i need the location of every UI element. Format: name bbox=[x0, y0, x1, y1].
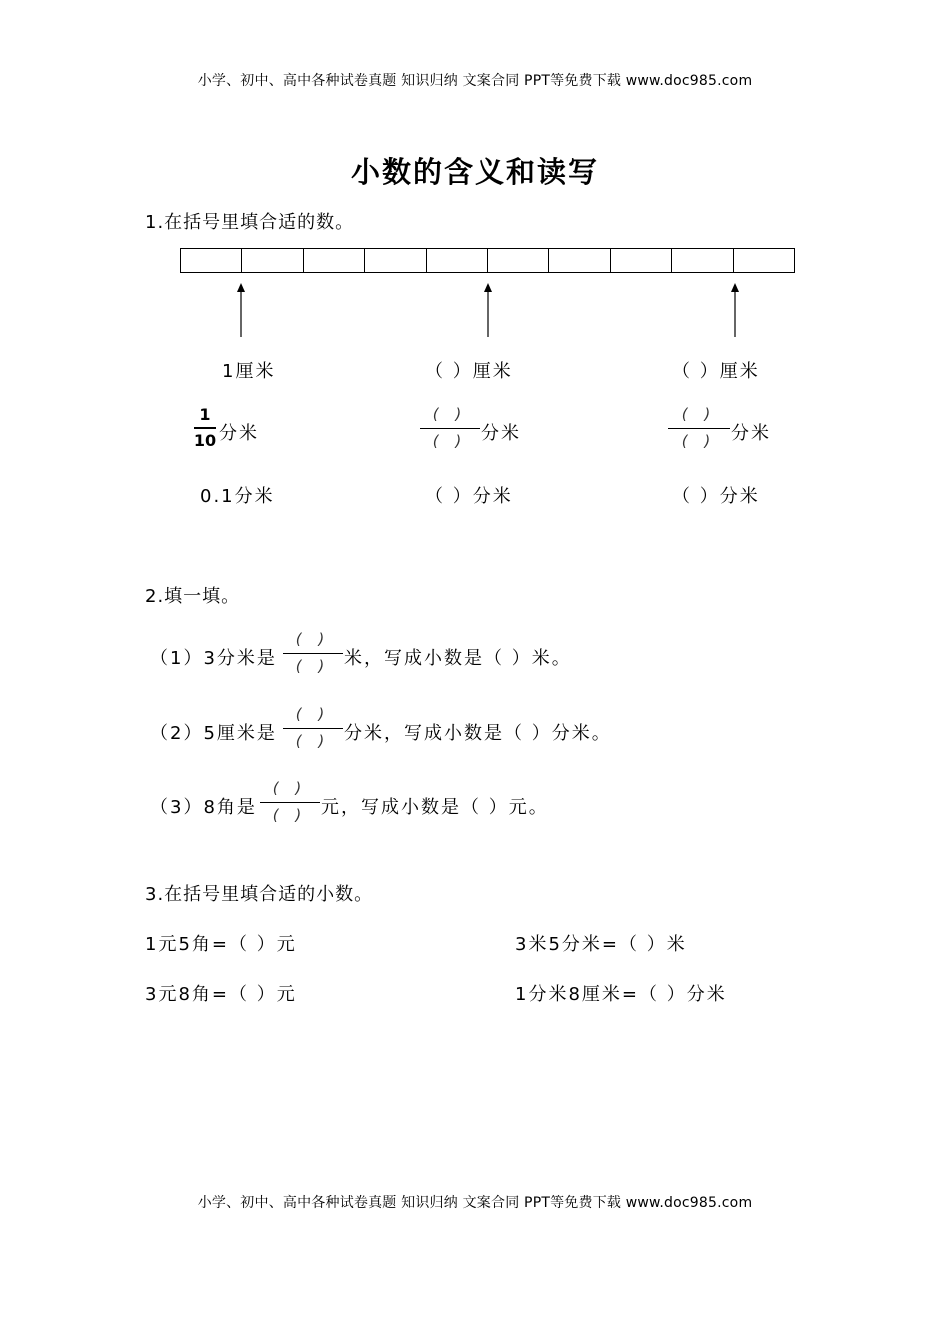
fraction-numerator: 1 bbox=[199, 405, 211, 424]
blank-numerator[interactable]: ( ) bbox=[295, 630, 331, 648]
ruler-cell bbox=[304, 249, 365, 272]
ruler-cell bbox=[365, 249, 426, 272]
blank-denominator[interactable]: ( ) bbox=[295, 657, 331, 675]
blank-fraction bbox=[260, 779, 320, 827]
fraction-bar bbox=[668, 428, 730, 429]
page-footer: 小学、初中、高中各种试卷真题 知识归纳 文案合同 PPT等免费下载 www.doc985.com bbox=[197, 1195, 753, 1211]
q2-heading: 2.填一填。 bbox=[145, 586, 241, 607]
q3-item2: 3米5分米=（ ）米 bbox=[515, 934, 687, 955]
q2-item3-prefix: （3）8角是 bbox=[150, 797, 257, 818]
page-title: 小数的含义和读写 bbox=[350, 155, 599, 189]
q1-row1-col2: （ ）厘米 bbox=[425, 361, 513, 382]
q1-row3-col1: 0.1分米 bbox=[200, 486, 275, 507]
q2-item2-suffix: 分米，写成小数是（ ）分米。 bbox=[344, 723, 612, 744]
q1-row2-col1-unit: 分米 bbox=[219, 423, 259, 444]
blank-numerator[interactable]: ( ) bbox=[681, 405, 717, 423]
arrow-up-icon bbox=[729, 283, 741, 337]
q1-row1-col3: （ ）厘米 bbox=[672, 361, 760, 382]
q1-row2-col2-unit: 分米 bbox=[481, 423, 521, 444]
q1-heading: 1.在括号里填合适的数。 bbox=[145, 212, 355, 233]
q2-item1-prefix: （1）3分米是 bbox=[150, 648, 277, 669]
q3-item1: 1元5角=（ ）元 bbox=[145, 934, 297, 955]
ruler-cell bbox=[427, 249, 488, 272]
blank-numerator[interactable]: ( ) bbox=[295, 705, 331, 723]
ruler-cell bbox=[672, 249, 733, 272]
fraction-one-tenth bbox=[192, 405, 218, 455]
ruler-bar bbox=[180, 248, 795, 273]
fraction-bar bbox=[283, 653, 343, 654]
arrow-up-icon bbox=[235, 283, 247, 337]
blank-fraction bbox=[420, 405, 480, 453]
q2-item1-suffix: 米，写成小数是（ ）米。 bbox=[344, 648, 572, 669]
ruler-cell bbox=[549, 249, 610, 272]
fraction-bar bbox=[260, 802, 320, 803]
blank-denominator[interactable]: ( ) bbox=[681, 432, 717, 450]
ruler-cell bbox=[734, 249, 794, 272]
fraction-bar bbox=[420, 428, 480, 429]
ruler-cell bbox=[611, 249, 672, 272]
blank-denominator[interactable]: ( ) bbox=[295, 732, 331, 750]
q1-row2-col3-unit: 分米 bbox=[731, 423, 771, 444]
blank-denominator[interactable]: ( ) bbox=[432, 432, 468, 450]
q2-item2-prefix: （2）5厘米是 bbox=[150, 723, 277, 744]
blank-numerator[interactable]: ( ) bbox=[272, 779, 308, 797]
ruler-cell bbox=[181, 249, 242, 272]
blank-denominator[interactable]: ( ) bbox=[272, 806, 308, 824]
ruler-cell bbox=[242, 249, 303, 272]
q3-item4: 1分米8厘米=（ ）分米 bbox=[515, 984, 727, 1005]
blank-numerator[interactable]: ( ) bbox=[432, 405, 468, 423]
q2-item3-suffix: 元，写成小数是（ ）元。 bbox=[321, 797, 549, 818]
page-header: 小学、初中、高中各种试卷真题 知识归纳 文案合同 PPT等免费下载 www.doc985.com bbox=[197, 73, 753, 89]
fraction-bar bbox=[283, 728, 343, 729]
ruler-cell bbox=[488, 249, 549, 272]
q1-row3-col2: （ ）分米 bbox=[425, 486, 513, 507]
fraction-denominator: 10 bbox=[193, 431, 217, 450]
q1-row1-col1: 1厘米 bbox=[222, 361, 276, 382]
q3-item3: 3元8角=（ ）元 bbox=[145, 984, 297, 1005]
q3-heading: 3.在括号里填合适的小数。 bbox=[145, 884, 374, 905]
fraction-bar bbox=[194, 427, 216, 429]
blank-fraction bbox=[668, 405, 730, 453]
q1-row3-col3: （ ）分米 bbox=[672, 486, 760, 507]
arrow-up-icon bbox=[482, 283, 494, 337]
blank-fraction bbox=[283, 630, 343, 678]
blank-fraction bbox=[283, 705, 343, 753]
